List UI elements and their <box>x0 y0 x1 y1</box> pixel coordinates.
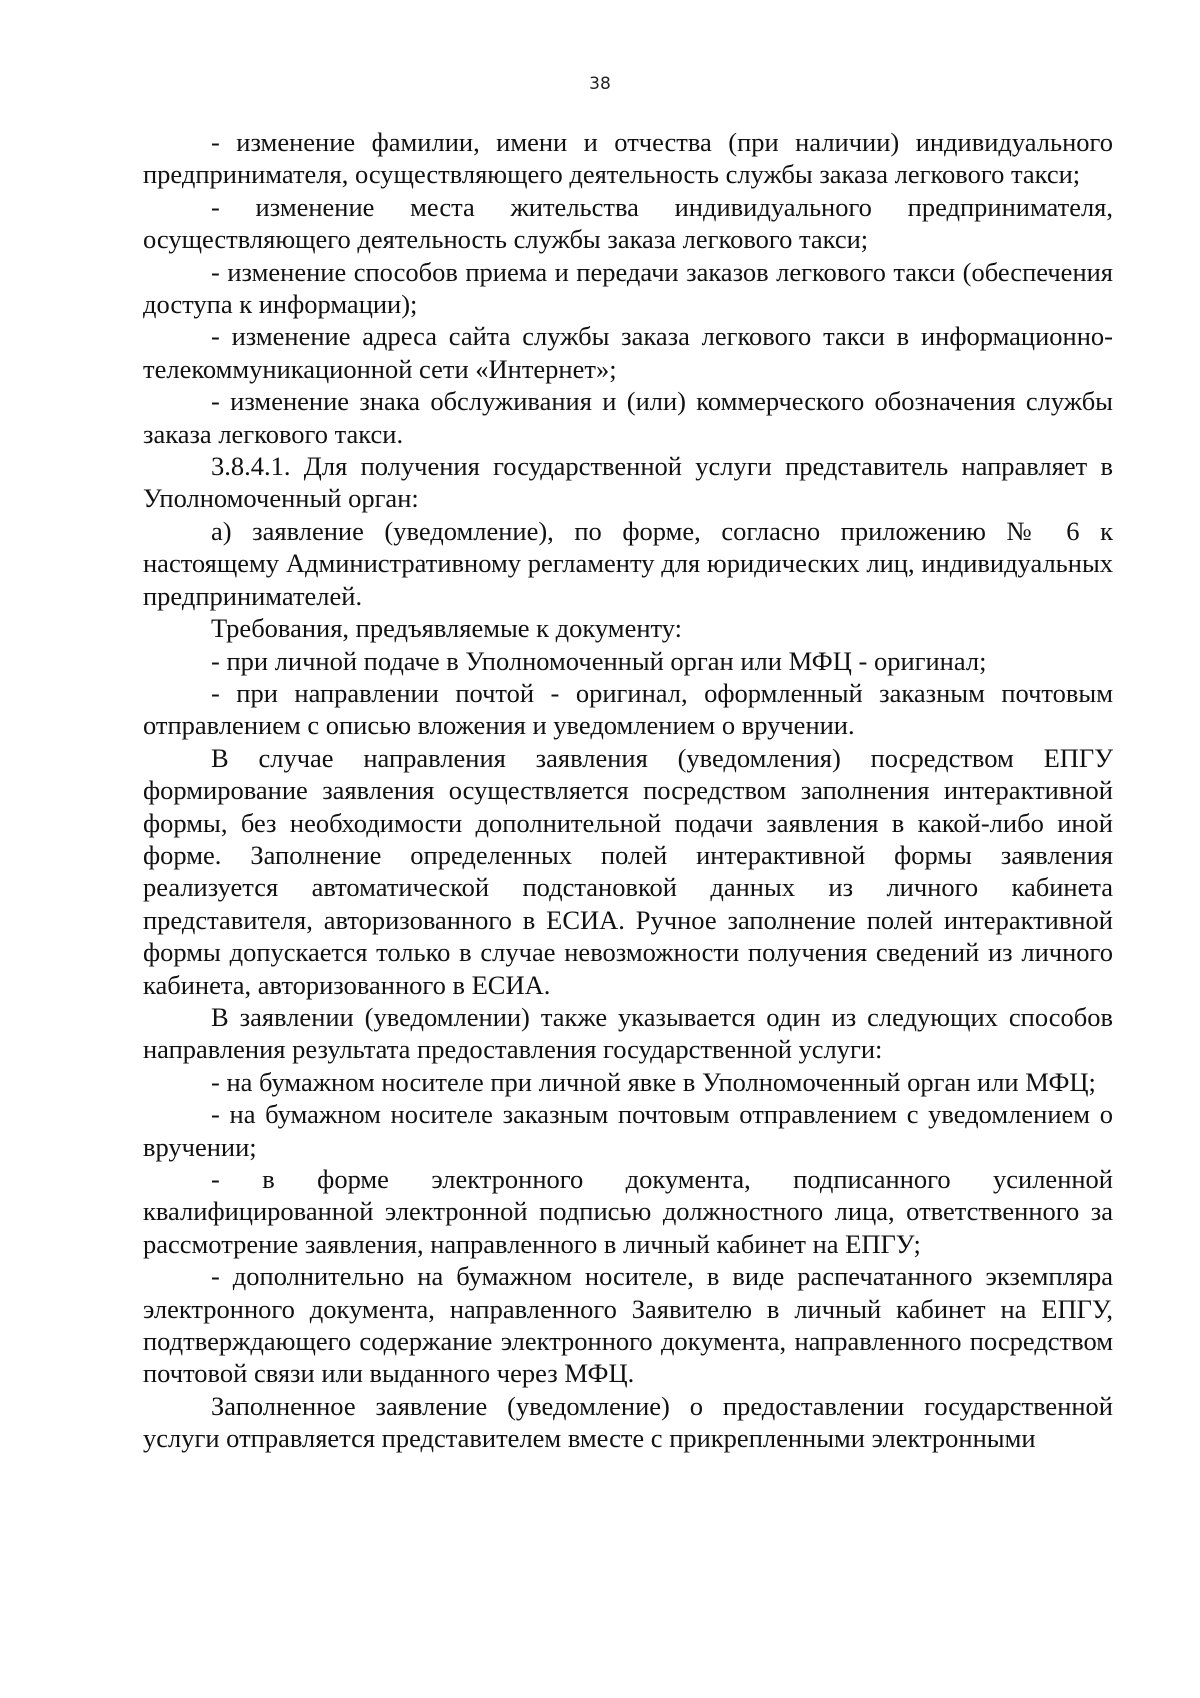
paragraph: - дополнительно на бумажном носителе, в виде распечатанного экземпляра электронного документа, направленного Заявителю в личный кабинет на ЕПГУ, подтверждающего содержание электронного документа, направленного посредством почтовой связи или выданного через МФЦ. <box>143 1261 1113 1389</box>
paragraph: Заполненное заявление (уведомление) о предоставлении государственной услуги отправляется представителем вместе с прикрепленными электронными <box>143 1390 1113 1454</box>
paragraph: - изменение адреса сайта службы заказа легкового такси в информационно-телекоммуникационной сети «Интернет»; <box>143 321 1113 384</box>
paragraph: В случае направления заявления (уведомления) посредством ЕПГУ формирование заявления осуществляется посредством заполнения интерактивной формы, без необходимости дополнительной подачи заявления в какой-либо иной форме. Заполнение определенных полей интерактивной формы заявления реализуется автоматической подстановкой данных из личного кабинета представителя, авторизованного в ЕСИА. Ручное заполнение полей интерактивной формы допускается только в случае невозможности получения сведений из личного кабинета, авторизованного в ЕСИА. <box>143 742 1113 1000</box>
paragraph: - на бумажном носителе заказным почтовым отправлением с уведомлением о вручении; <box>143 1099 1113 1162</box>
paragraph: - изменение места жительства индивидуального предпринимателя, осуществляющего деятельность службы заказа легкового такси; <box>143 191 1113 255</box>
paragraph: - при личной подаче в Уполномоченный орган или МФЦ - оригинал; <box>211 645 987 676</box>
paragraph: - в форме электронного документа, подписанного усиленной квалифицированной электронной подписью должностного лица, ответственного за рассмотрение заявления, направленного в личный кабинет на ЕПГУ; <box>143 1164 1113 1259</box>
paragraph: - изменение фамилии, имени и отчества (при наличии) индивидуального предпринимателя, осуществляющего деятельность службы заказа легкового такси; <box>143 127 1113 190</box>
page-number: 38 <box>589 74 611 94</box>
paragraph: - изменение способов приема и передачи заказов легкового такси (обеспечения доступа к информации); <box>143 256 1113 320</box>
paragraph: - на бумажном носителе при личной явке в Уполномоченный орган или МФЦ; <box>211 1066 1096 1097</box>
document-body <box>143 126 1113 1455</box>
paragraph: 3.8.4.1. Для получения государственной услуги представитель направляет в Уполномоченный орган: <box>143 451 1113 514</box>
paragraph: Требования, предъявляемые к документу: <box>211 613 683 644</box>
paragraph: В заявлении (уведомлении) также указывается один из следующих способов направления результата предоставления государственной услуги: <box>143 1001 1113 1065</box>
paragraph: - при направлении почтой - оригинал, оформленный заказным почтовым отправлением с описью вложения и уведомлением о вручении. <box>143 677 1113 741</box>
paragraph: а) заявление (уведомление), по форме, согласно приложению № 6 к настоящему Административному регламенту для юридических лиц, индивидуальных предпринимателей. <box>143 515 1113 611</box>
paragraph: - изменение знака обслуживания и (или) коммерческого обозначения службы заказа легкового такси. <box>143 386 1113 449</box>
